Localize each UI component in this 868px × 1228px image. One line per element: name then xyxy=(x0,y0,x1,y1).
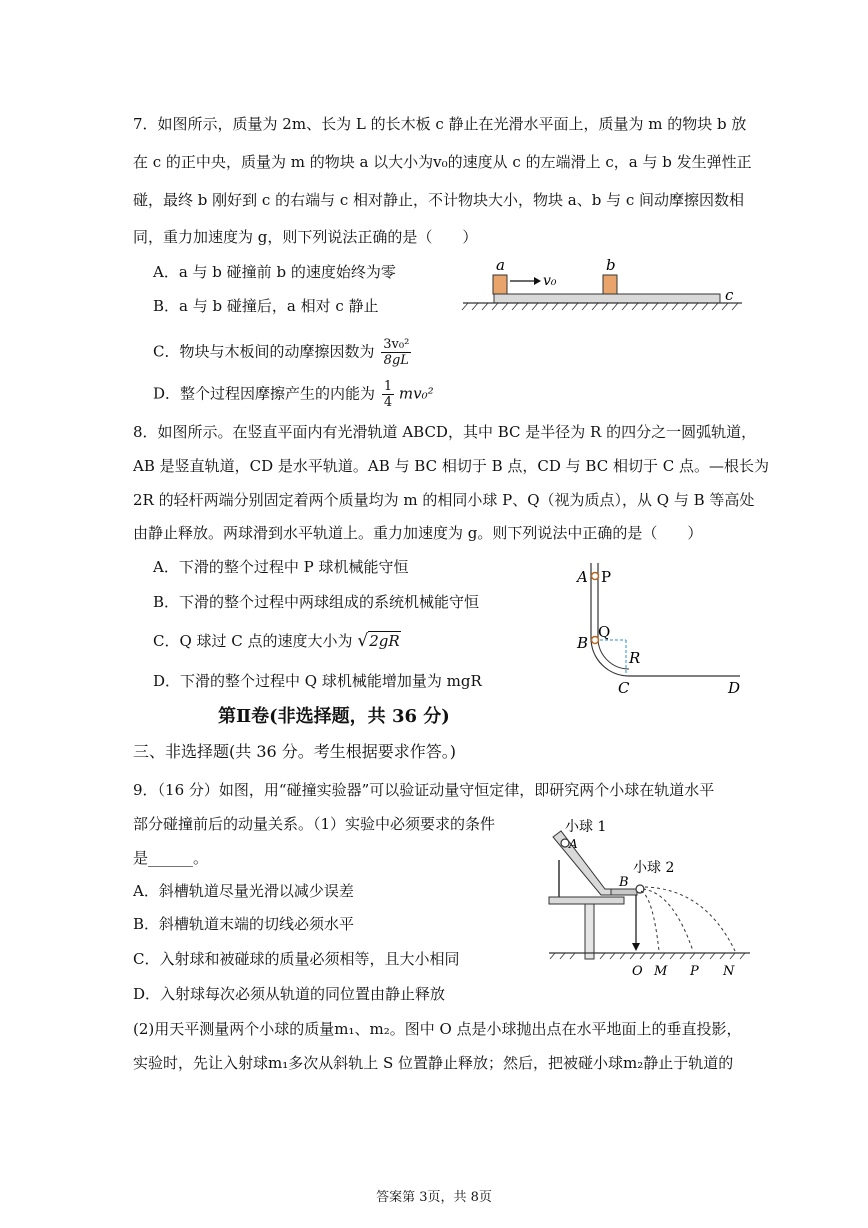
q9-option-d: D．入射球每次必须从轨道的同位置由静止释放 xyxy=(133,985,446,1003)
q9-line-1: 9．（16 分）如图，用“碰撞实验器”可以验证动量守恒定律，即研究两个小球在轨道水平 xyxy=(133,781,715,799)
q9-option-b: B．斜槽轨道末端的切线必须水平 xyxy=(133,915,355,933)
q8-option-a: A．下滑的整个过程中 P 球机械能守恒 xyxy=(153,558,409,576)
q7-line-2: 在 c 的正中央，质量为 m 的物块 a 以大小为v₀的速度从 c 的左端滑上 c，a 与 b 发生弹性正 xyxy=(133,153,752,171)
q8-label-b: B xyxy=(577,634,589,652)
q9-part2-line-2: 实验时，先让入射球m₁多次从斜轨上 S 位置静止释放；然后，把被碰小球m₂静止于轨道的 xyxy=(133,1054,734,1072)
q9-trajectory-m xyxy=(641,891,659,951)
q9-ground-hatch xyxy=(550,953,745,959)
q9-label-ball-1: 小球 1 xyxy=(565,819,607,835)
q8-line-3: 2R 的轻杆两端分别固定着两个质量均为 m 的相同小球 P、Q（视为质点），从 Q 与 B 等高处 xyxy=(133,491,755,509)
q9-label-p: P xyxy=(690,964,699,979)
q8-option-c xyxy=(153,631,401,651)
q8-line-4: 由静止释放。两球滑到水平轨道上。重力加速度为 g。则下列说法中正确的是（ ） xyxy=(133,524,703,542)
q7-option-c xyxy=(153,337,411,368)
q9-trajectory-p xyxy=(643,889,693,951)
q8-label-q: Q xyxy=(598,623,611,641)
q8-track-arc-inner xyxy=(598,638,629,669)
q9-part2-line-1: (2)用天平测量两个小球的质量m₁、m₂。图中 O 点是小球抛出点在水平地面上的垂直投影， xyxy=(133,1020,742,1038)
q9-plumb-arrow-icon xyxy=(632,943,640,951)
q7-figure xyxy=(460,250,750,315)
q8-label-a: A xyxy=(577,568,588,586)
q9-line-2: 部分碰撞前后的动量关系。（1）实验中必须要求的条件 xyxy=(133,815,496,833)
q9-line-3: 是______。 xyxy=(133,849,209,867)
q7-option-b: B．a 与 b 碰撞后，a 相对 c 静止 xyxy=(153,297,379,315)
q7-board-c xyxy=(494,294,720,303)
q9-label-m: M xyxy=(654,964,668,979)
q9-ball-1 xyxy=(561,839,569,847)
q7-c-denominator: 8gL xyxy=(383,353,409,368)
q7-ground-hatch xyxy=(462,303,738,310)
section-2-title: 第Ⅱ卷(非选择题，共 36 分) xyxy=(218,706,450,727)
page-footer: 答案第 3页，共 8页 xyxy=(376,1190,492,1205)
q7-option-d xyxy=(153,379,434,410)
q8-option-b: B．下滑的整个过程中两球组成的系统机械能守恒 xyxy=(153,593,480,611)
q9-label-n: N xyxy=(723,964,735,979)
q9-label-b: B xyxy=(619,875,629,890)
q7-option-c-fraction xyxy=(381,337,411,368)
q7-option-d-text: D．整个过程因摩擦产生的内能为 xyxy=(153,384,376,403)
q9-figure xyxy=(545,815,755,985)
q8-ball-p xyxy=(592,573,599,580)
q8-line-1: 8．如图所示。在竖直平面内有光滑轨道 ABCD，其中 BC 是半径为 R 的四分之一圆弧轨道， xyxy=(133,423,757,441)
q9-label-o: O xyxy=(632,964,643,979)
q7-c-numerator: 3v₀² xyxy=(383,337,410,352)
q7-d-denominator: 4 xyxy=(383,395,393,410)
q8-label-r: R xyxy=(629,649,641,667)
q8-figure xyxy=(570,555,750,700)
q7-d-tail: mv₀² xyxy=(398,384,434,403)
q7-d-numerator: 1 xyxy=(383,379,393,394)
q7-block-a xyxy=(493,275,507,294)
q7-label-c: c xyxy=(725,286,734,304)
q9-label-ball-2: 小球 2 xyxy=(633,860,675,876)
q7-option-c-text: C．物块与木板间的动摩擦因数为 xyxy=(153,342,375,361)
q7-line-4: 同，重力加速度为 g，则下列说法正确的是（ ） xyxy=(133,228,478,246)
q9-table-leg xyxy=(585,904,594,959)
q7-label-v0: v₀ xyxy=(543,273,557,289)
q9-label-a: A xyxy=(569,837,578,851)
q7-label-b: b xyxy=(606,256,616,274)
q7-option-a: A．a 与 b 碰撞前 b 的速度始终为零 xyxy=(153,263,396,281)
q8-label-c: C xyxy=(618,679,630,697)
q8-option-c-text: C．Q 球过 C 点的速度大小为 xyxy=(153,632,353,650)
q8-sqrt-icon: √ xyxy=(357,631,369,651)
section-2-subtitle: 三、非选择题(共 36 分。考生根据要求作答。) xyxy=(133,742,457,761)
q8-label-p: P xyxy=(601,568,612,586)
q7-block-b xyxy=(603,275,617,294)
q7-line-3: 碰，最终 b 刚好到 c 的右端与 c 相对静止，不计物块大小，物块 a、b 与 c 间动摩擦因数相 xyxy=(133,191,745,209)
q8-label-d: D xyxy=(728,679,741,697)
q8-line-2: AB 是竖直轨道，CD 是水平轨道。AB 与 BC 相切于 B 点，CD 与 BC 相切于 C 点。—根长为 xyxy=(133,457,769,475)
q7-label-a: a xyxy=(496,256,505,274)
q9-table-top xyxy=(549,897,624,904)
q9-option-c: C．入射球和被碰球的质量必须相等，且大小相同 xyxy=(133,950,460,968)
q7-line-1: 7．如图所示，质量为 2m、长为 L 的长木板 c 静止在光滑水平面上，质量为 m 的物块 b 放 xyxy=(133,115,747,133)
q9-option-a: A．斜槽轨道尽量光滑以减少误差 xyxy=(133,882,354,900)
q8-option-d: D．下滑的整个过程中 Q 球机械能增加量为 mgR xyxy=(153,672,482,690)
q8-c-sqrt-value: 2gR xyxy=(369,632,400,650)
q7-option-d-fraction xyxy=(382,379,394,410)
q7-arrow-head-icon xyxy=(534,277,541,285)
